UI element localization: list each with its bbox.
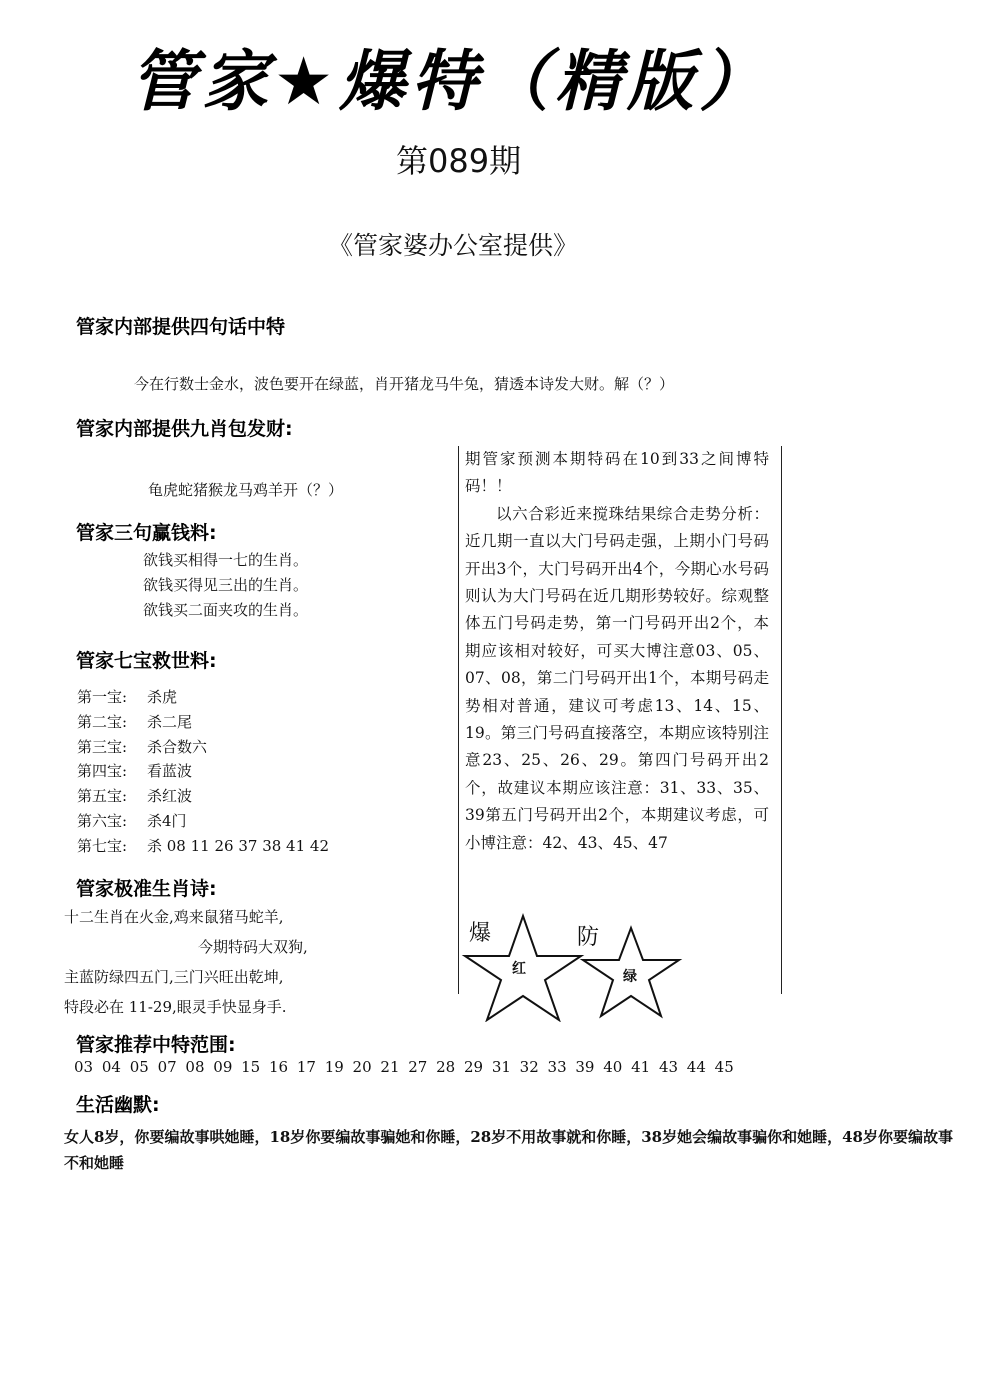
poem-line: 主蓝防绿四五门,三门兴旺出乾坤, bbox=[64, 968, 284, 986]
recommend-heading: 管家推荐中特范围: bbox=[76, 1034, 236, 1056]
list-item bbox=[77, 736, 329, 761]
seven-treasures-heading: 管家七宝救世料: bbox=[76, 650, 217, 672]
star-left-inner: 红 bbox=[512, 961, 526, 977]
provider-line: 《管家婆办公室提供》 bbox=[328, 231, 579, 260]
nine-zodiac-text: 龟虎蛇猪猴龙马鸡羊开（？） bbox=[148, 481, 344, 499]
treasure-label: 第三宝: bbox=[77, 737, 128, 756]
nine-zodiac-heading: 管家内部提供九肖包发财: bbox=[76, 418, 293, 440]
list-item bbox=[77, 711, 329, 736]
star-right-inner: 绿 bbox=[623, 969, 637, 985]
star-right-label: 防 bbox=[577, 925, 600, 950]
seven-treasures-list bbox=[77, 686, 329, 860]
treasure-label: 第四宝: bbox=[77, 762, 128, 781]
poem-line: 十二生肖在火金,鸡来鼠猪马蛇羊, bbox=[64, 908, 284, 926]
poem-line: 特段必在 11-29,眼灵手快显身手. bbox=[64, 998, 287, 1016]
treasure-value: 杀虎 bbox=[147, 688, 178, 706]
three-sentences-line: 欲钱买二面夹攻的生肖。 bbox=[143, 601, 309, 619]
treasure-value: 杀4门 bbox=[147, 811, 187, 830]
three-sentences-line: 欲钱买相得一七的生肖。 bbox=[143, 551, 309, 569]
list-item bbox=[77, 686, 329, 711]
analysis-paragraph-2: 以六合彩近来搅珠结果综合走势分析：近几期一直以大门号码走强，上期小门号码开出3个，大门号码开出4个，今期心水号码则认为大门号码在近几期形势较好。综观整体五门号码走势，第一门号码开出2个，本期应该相对较好，可买大博注意03、05、07、08，第二门号码开出1个，本期号码走势相对普通，建议可考虑13、14、15、19。第三门号码直接落空，本期应该特别注意23、25、26、29。第四门号码开出2个，故建议本期应该注意：31、33、35、39第五门号码开出2个，本期建议考虑，可小博注意：42、43、45、47 bbox=[465, 504, 769, 852]
treasure-value: 杀二尾 bbox=[147, 712, 193, 731]
four-sentences-text: 今在行数士金水，波色要开在绿蓝，肖开猪龙马牛兔，猜透本诗发大财。解（？） bbox=[134, 375, 675, 393]
poem-line: 今期特码大双狗, bbox=[198, 938, 308, 956]
list-item bbox=[77, 760, 329, 785]
list-item bbox=[77, 785, 329, 810]
treasure-value: 看蓝波 bbox=[147, 762, 193, 781]
three-sentences-line: 欲钱买得见三出的生肖。 bbox=[143, 576, 309, 594]
treasure-label: 第一宝: bbox=[77, 688, 128, 706]
treasure-label: 第七宝: bbox=[77, 836, 128, 855]
list-item bbox=[77, 835, 329, 860]
analysis-paragraph-1: 期管家预测本期特码在10到33之间博特码！！ bbox=[465, 450, 769, 496]
treasure-label: 第六宝: bbox=[77, 811, 128, 830]
treasure-label: 第二宝: bbox=[77, 712, 128, 731]
treasure-label: 第五宝: bbox=[77, 787, 128, 806]
issue-number: 第089期 bbox=[396, 142, 522, 180]
main-title: 管家★爆特（精版） bbox=[130, 43, 772, 120]
three-sentences-heading: 管家三句赢钱料: bbox=[76, 522, 217, 544]
list-item bbox=[77, 810, 329, 835]
treasure-value: 杀合数六 bbox=[147, 737, 208, 756]
four-sentences-heading: 管家内部提供四句话中特 bbox=[76, 316, 286, 338]
humor-text: 女人8岁，你要编故事哄她睡，18岁你要编故事骗她和你睡，28岁不用故事就和你睡，38岁她会编故事骗你和她睡，48岁你要编故事不和她睡 bbox=[64, 1128, 953, 1172]
three-sentences-list bbox=[143, 548, 308, 623]
analysis-text bbox=[465, 446, 769, 857]
recommend-numbers: 03 04 05 07 08 09 15 16 17 19 20 21 27 28 29 31 32 33 39 40 41 43 44 45 bbox=[74, 1058, 734, 1076]
treasure-value: 杀红波 bbox=[147, 787, 193, 806]
poem-heading: 管家极准生肖诗: bbox=[76, 878, 217, 900]
treasure-value: 杀 08 11 26 37 38 41 42 bbox=[147, 836, 329, 855]
star-left-label: 爆 bbox=[469, 921, 492, 946]
analysis-box bbox=[458, 446, 782, 994]
humor-heading: 生活幽默: bbox=[76, 1094, 160, 1116]
